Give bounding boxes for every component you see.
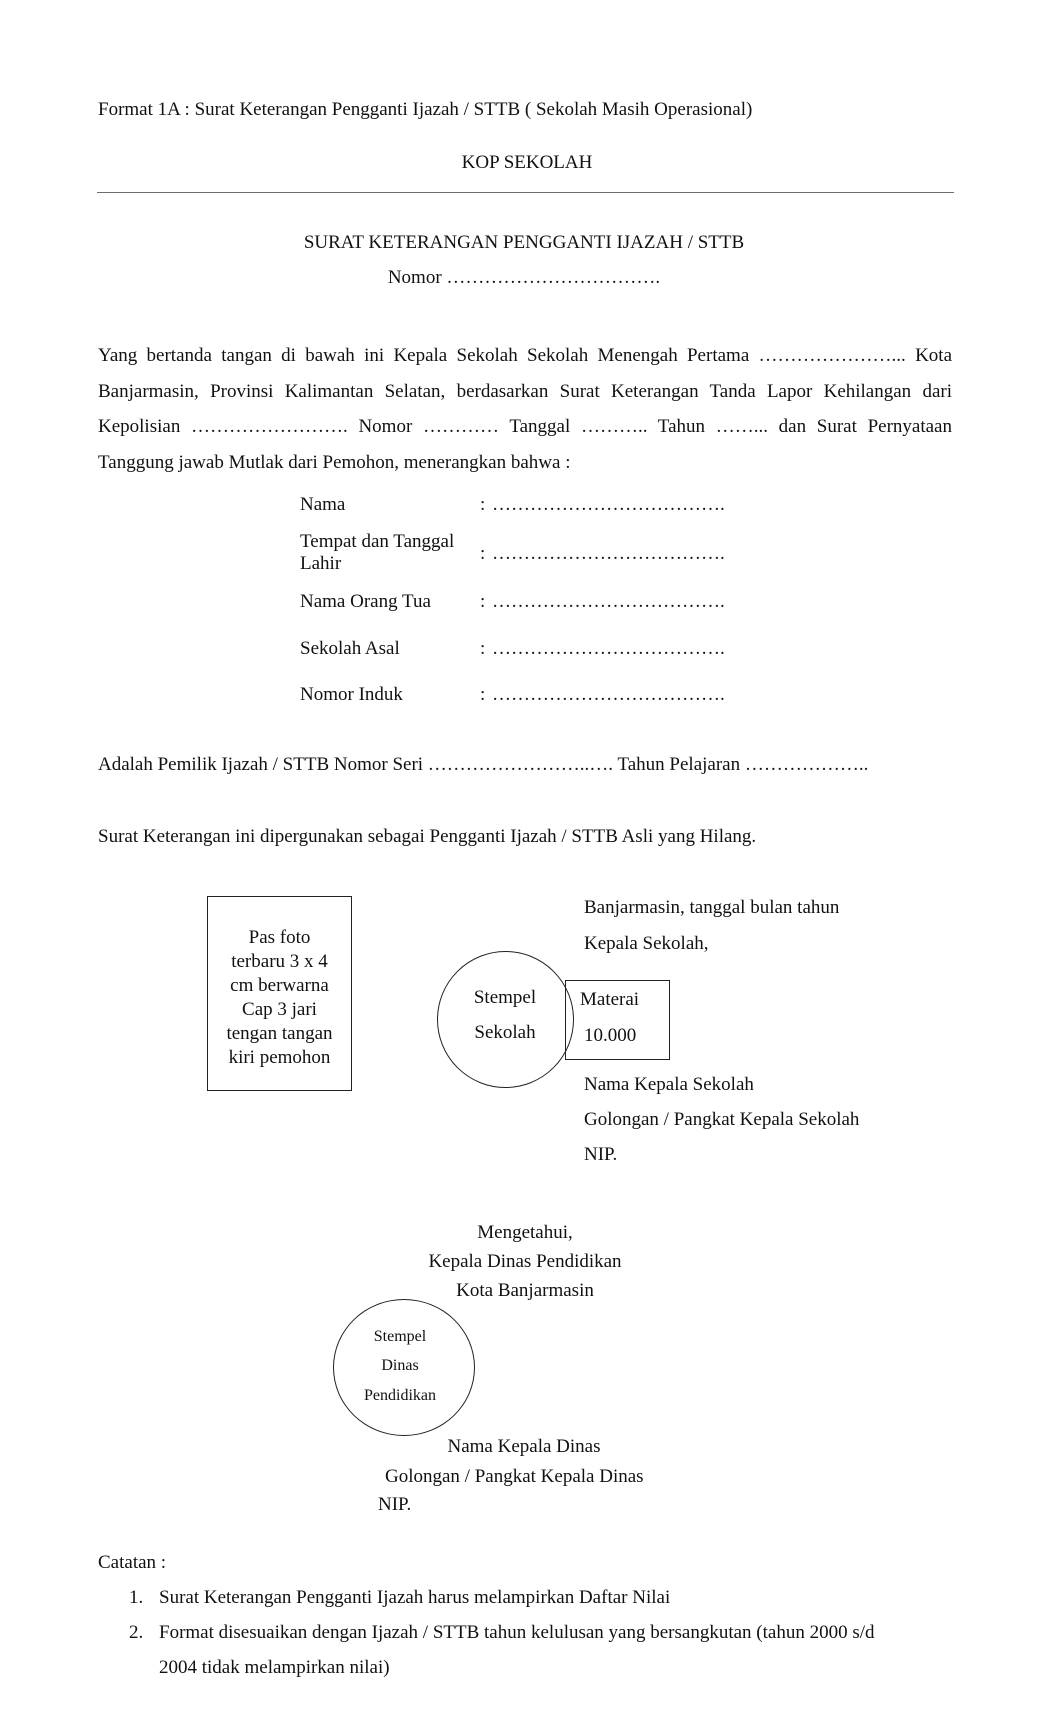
header-divider (97, 192, 954, 193)
paragraph-line: Tanggung jawab Mutlak dari Pemohon, menerangkan bahwa : (98, 452, 571, 474)
dinas-stamp-label: Stempel (373, 1328, 427, 1345)
photo-box-line: terbaru 3 x 4 (231, 951, 328, 972)
paragraph-line: Yang bertanda tangan di bawah ini Kepala Sekolah Sekolah Menengah Pertama …………………... Kota (98, 345, 952, 366)
field-value: ………………………………. (492, 543, 725, 564)
dinas-city: Kota Banjarmasin (456, 1280, 594, 1301)
dinas-stamp-label: Pendidikan (364, 1387, 436, 1404)
paragraph-line: Kepolisian ……………………. Nomor ………… Tanggal ……….. Tahun ……... dan Surat Pernyataan (98, 416, 952, 438)
notes-item-text: Format disesuaikan dengan Ijazah / STTB tahun kelulusan yang bersangkutan (tahun 2000 s/d (159, 1622, 875, 1643)
materai-label: Materai (580, 989, 640, 1010)
field-label: Sekolah Asal (300, 638, 400, 659)
owner-line: Adalah Pemilik Ijazah / STTB Nomor Seri ……………………..…. Tahun Pelajaran ……………….. (98, 754, 869, 775)
photo-box-line: Pas foto (248, 927, 311, 948)
notes-item-number: 1. (129, 1587, 144, 1608)
field-label: Nama (300, 494, 346, 515)
school-head-position: Kepala Sekolah, (584, 933, 709, 954)
dinas-head-position: Kepala Dinas Pendidikan (428, 1251, 622, 1272)
field-colon: : (480, 591, 486, 612)
notes-item-number: 2. (129, 1622, 144, 1643)
place-date: Banjarmasin, tanggal bulan tahun (584, 897, 840, 918)
field-label: Tempat dan Tanggal (300, 531, 455, 552)
photo-box (207, 896, 352, 1091)
photo-box-line: cm berwarna (230, 975, 329, 996)
field-value: ………………………………. (492, 684, 725, 705)
paragraph-line: Banjarmasin, Provinsi Kalimantan Selatan, berdasarkan Surat Keterangan Tanda Lapor Kehilangan dari (98, 380, 952, 402)
field-label-continued: Lahir (300, 553, 342, 574)
acknowledged-label: Mengetahui, (477, 1222, 573, 1243)
document-title: SURAT KETERANGAN PENGGANTI IJAZAH / STTB (303, 232, 745, 253)
format-label: Format 1A : Surat Keterangan Pengganti Ijazah / STTB ( Sekolah Masih Operasional) (98, 99, 753, 120)
dinas-head-nip: NIP. (378, 1494, 412, 1515)
school-head-nip: NIP. (584, 1144, 618, 1165)
field-colon: : (480, 638, 486, 659)
field-colon: : (480, 494, 486, 515)
field-value: ………………………………. (492, 494, 725, 515)
kop-sekolah: KOP SEKOLAH (461, 152, 593, 173)
school-stamp-label: Sekolah (474, 1022, 536, 1043)
purpose-line: Surat Keterangan ini dipergunakan sebagai Pengganti Ijazah / STTB Asli yang Hilang. (98, 826, 757, 847)
dinas-head-rank: Golongan / Pangkat Kepala Dinas (385, 1466, 644, 1487)
field-colon: : (480, 684, 486, 705)
photo-box-line: Cap 3 jari (242, 999, 317, 1020)
document-number: Nomor ……………………………. (387, 267, 661, 288)
opening-paragraph (98, 338, 952, 481)
dinas-head-name: Nama Kepala Dinas (447, 1436, 601, 1457)
field-label: Nomor Induk (300, 684, 403, 705)
field-colon: : (480, 543, 486, 564)
materai-value: 10.000 (584, 1025, 637, 1046)
field-value: ………………………………. (492, 638, 725, 659)
notes-item-text: 2004 tidak melampirkan nilai) (159, 1657, 390, 1678)
dinas-stamp-label: Dinas (381, 1357, 419, 1374)
field-value: ………………………………. (492, 591, 725, 612)
notes-item-text: Surat Keterangan Pengganti Ijazah harus melampirkan Daftar Nilai (159, 1587, 671, 1608)
field-label: Nama Orang Tua (300, 591, 431, 612)
school-head-name: Nama Kepala Sekolah (584, 1074, 754, 1095)
photo-box-line: kiri pemohon (228, 1047, 331, 1068)
school-head-rank: Golongan / Pangkat Kepala Sekolah (584, 1109, 860, 1130)
school-stamp-circle (437, 951, 574, 1088)
school-stamp-label: Stempel (473, 987, 537, 1008)
notes-heading: Catatan : (98, 1552, 167, 1573)
photo-box-line: tengan tangan (226, 1023, 333, 1044)
